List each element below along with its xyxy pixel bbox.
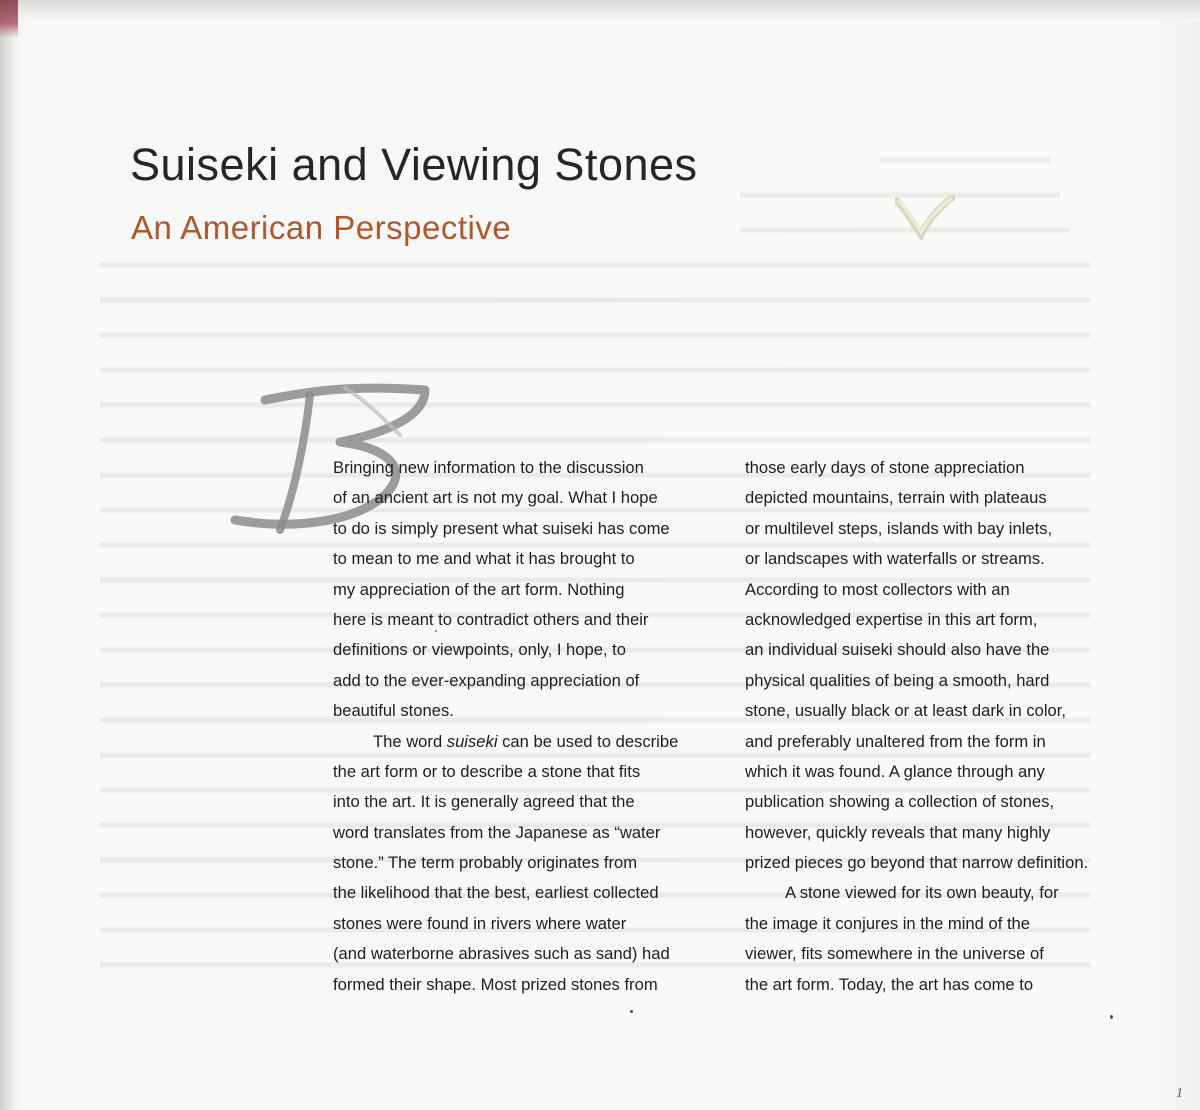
paragraph-line: or multilevel steps, islands with bay inlets, <box>745 518 1053 538</box>
paragraph-line: or landscapes with waterfalls or streams. <box>745 549 1045 569</box>
binding-shadow <box>0 0 14 1110</box>
paragraph-line: A stone viewed for its own beauty, for <box>785 883 1059 903</box>
paragraph-line: and preferably unaltered from the form in <box>745 731 1046 751</box>
paragraph-line: stones were found in rivers where water <box>333 913 627 933</box>
scan-speck <box>1110 1015 1113 1019</box>
paragraph-line: however, quickly reveals that many highly <box>745 822 1051 842</box>
paragraph-line: the likelihood that the best, earliest collected <box>333 883 659 903</box>
paragraph-line: beautiful stones. <box>333 701 454 721</box>
paragraph-line: word translates from the Japanese as “water <box>333 822 661 842</box>
paragraph-line: to do is simply present what suiseki has come <box>333 518 670 538</box>
paragraph-line: (and waterborne abrasives such as sand) had <box>333 944 670 964</box>
paragraph-line: The word suiseki can be used to describe <box>373 731 679 751</box>
text-column-right <box>745 453 1130 1000</box>
paragraph-line: which it was found. A glance through any <box>745 761 1045 781</box>
page-subtitle: An American Perspective <box>131 209 512 246</box>
paragraph-line: my appreciation of the art form. Nothing <box>333 579 625 599</box>
paragraph-line: physical qualities of being a smooth, hard <box>745 670 1050 690</box>
paragraph-line: an individual suiseki should also have the <box>745 640 1050 660</box>
paragraph-line: Bringing new information to the discussion <box>333 458 644 477</box>
scan-speck <box>630 1010 633 1013</box>
paragraph-line: add to the ever-expanding appreciation of <box>333 670 640 690</box>
paragraph-line: into the art. It is generally agreed that the <box>333 792 635 812</box>
paragraph-line: stone.” The term probably originates from <box>333 853 638 873</box>
text-column-left <box>333 453 718 1000</box>
ribbon-fragment <box>895 195 955 240</box>
paragraph-line: depicted mountains, terrain with plateaus <box>745 488 1047 508</box>
paragraph-line: of an ancient art is not my goal. What I hope <box>333 488 658 508</box>
emphasized-term: suiseki <box>446 731 498 751</box>
paragraph-line: viewer, fits somewhere in the universe of <box>745 944 1044 964</box>
paragraph-line: the art form. Today, the art has come to <box>745 974 1034 994</box>
paragraph-line: to mean to me and what it has brought to <box>333 549 635 569</box>
paragraph-line: prized pieces go beyond that narrow definition. <box>745 853 1089 873</box>
page-number: 1 <box>1176 1086 1183 1101</box>
paragraph-line: those early days of stone appreciation <box>745 458 1025 477</box>
paragraph-line: definitions or viewpoints, only, I hope, to <box>333 640 627 660</box>
top-page-edge <box>0 0 1200 22</box>
paragraph-line: the art form or to describe a stone that fits <box>333 761 641 781</box>
paragraph-line: formed their shape. Most prized stones from <box>333 974 658 994</box>
drop-cap-inline: B <box>333 458 345 477</box>
page-title: Suiseki and Viewing Stones <box>130 139 698 190</box>
paragraph-line: the image it conjures in the mind of the <box>745 913 1031 933</box>
paragraph-line: publication showing a collection of stones, <box>745 792 1055 812</box>
scan-speck <box>435 630 437 632</box>
paragraph-line: According to most collectors with an <box>745 579 1010 599</box>
paragraph-line: here is meant to contradict others and their <box>333 609 649 629</box>
paragraph-line: acknowledged expertise in this art form, <box>745 609 1038 629</box>
spine-ribbon-mark <box>0 0 18 38</box>
paragraph-line: stone, usually black or at least dark in color, <box>745 701 1066 721</box>
